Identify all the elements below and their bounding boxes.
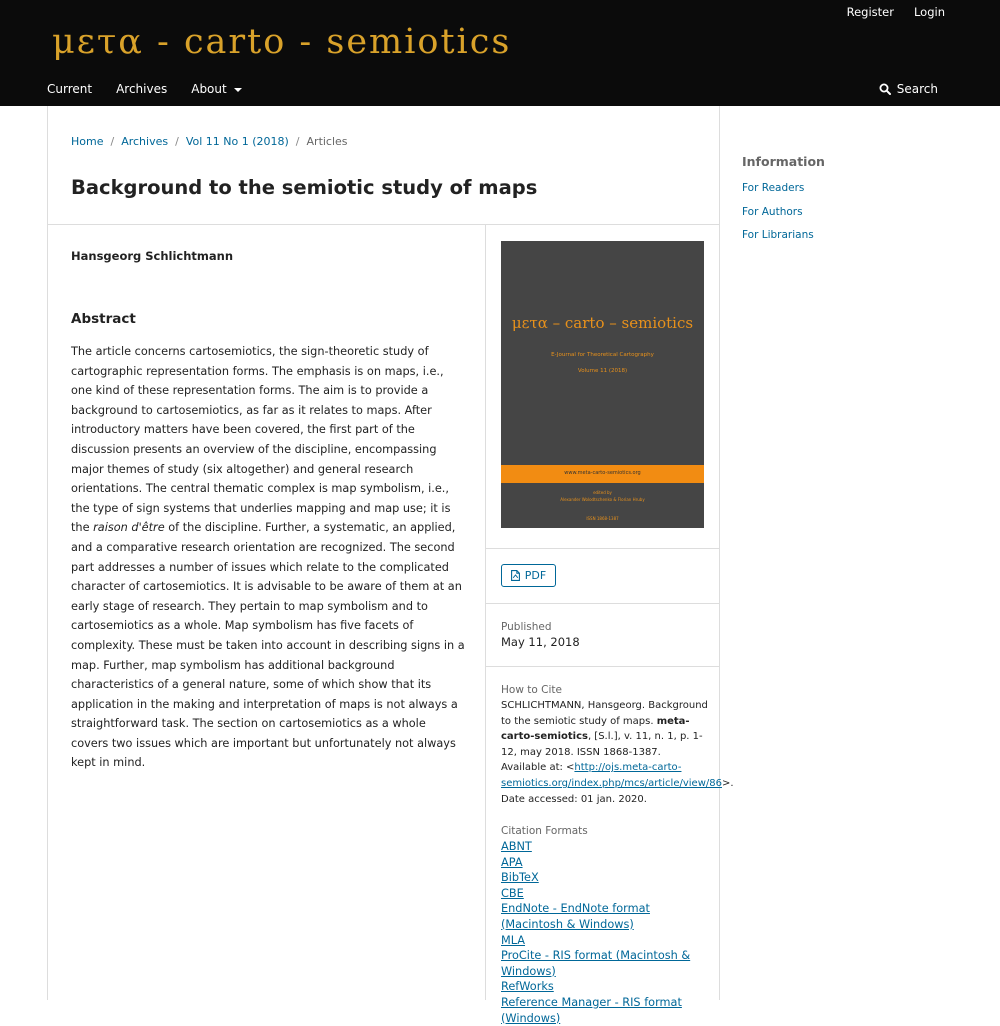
main-nav: [47, 82, 242, 96]
citation-format-link[interactable]: ABNT: [501, 840, 532, 853]
nav-about[interactable]: [191, 82, 241, 96]
published-date: May 11, 2018: [501, 635, 580, 649]
breadcrumb-home[interactable]: Home: [71, 135, 104, 148]
search-button[interactable]: [879, 82, 938, 96]
breadcrumb-separator: /: [295, 135, 300, 148]
sidebar-link-librarians[interactable]: For Librarians: [742, 229, 814, 241]
divider: [48, 224, 719, 225]
cover-issn: ISSN 1868-1387: [586, 516, 619, 521]
cover-subtitle: E-Journal for Theoretical Cartography: [551, 352, 654, 358]
list-item: [501, 886, 711, 902]
caret-down-icon: [234, 88, 242, 92]
nav-current[interactable]: [47, 82, 92, 96]
nav-current-label: Current: [47, 82, 93, 96]
cover-editors: Alexander Wolodtschenko & Florian Hruby: [560, 497, 645, 502]
citation-format-link[interactable]: MLA: [501, 933, 526, 947]
abstract-part-2: of the discipline. Further, a systematic, an applied, and a comparative research orientation are recognized. The second part addresses a number of issues which relate to the complicated character of cartosemiotics. It is advisable to be aware of them at an early stage of research. They pertain to map symbolism and to cartosemiotics as a whole. Map symbolism has five facets of complexity. These must be taken into account in describing signs in a map. Further, map symbolism has additional background characteristics of a general nature, some of which show that its application in the making and interpretation of maps is not always a straightforward task. The section on cartosemiotics as a whole covers two issues which are important but unfortunately not always kept in mind.: [71, 521, 465, 770]
nav-archives-label: Archives: [116, 82, 168, 96]
cover-url: www.meta-carto-semiotics.org: [564, 470, 641, 476]
sidebar-link-readers[interactable]: For Readers: [742, 182, 805, 194]
register-link[interactable]: Register: [846, 5, 894, 19]
column-divider: [485, 225, 486, 1000]
citation-journal: meta-carto-semiotics: [501, 715, 690, 743]
sidebar-link-authors[interactable]: For Authors: [742, 205, 803, 218]
breadcrumb-archives[interactable]: Archives: [121, 135, 169, 148]
page-title: Background to the semiotic study of maps: [71, 176, 538, 199]
cover-edited-by: edited by: [593, 490, 612, 495]
login-link[interactable]: Login: [913, 5, 945, 19]
list-item: [742, 206, 814, 230]
breadcrumb-current: Articles: [306, 135, 348, 148]
cover-title: μετα – carto – semiotics: [511, 314, 694, 332]
breadcrumb-issue[interactable]: Vol 11 No 1 (2018): [185, 135, 289, 148]
nav-about-label: About: [191, 82, 227, 96]
citation-format-link[interactable]: EndNote - EndNote format (Macintosh & Windows): [501, 902, 650, 931]
citation-link[interactable]: http://ojs.meta-carto-semiotics.org/index.php/mcs/article/view/86: [501, 762, 722, 789]
citation-format-link[interactable]: APA: [501, 855, 523, 869]
abstract-heading: Abstract: [71, 311, 136, 327]
list-item: [501, 995, 711, 1026]
citation-part-2: , [S.l.], v. 11, n. 1, p. 1-12, may 2018. ISSN 1868-1387. Available at: <: [501, 731, 703, 774]
list-item: [501, 933, 711, 949]
divider: [486, 603, 720, 604]
pdf-label: PDF: [524, 569, 547, 582]
breadcrumb-separator: /: [175, 135, 179, 148]
user-nav: [847, 5, 945, 19]
site-header: [0, 0, 1000, 106]
list-item: [501, 855, 711, 871]
list-item: [501, 979, 711, 995]
pdf-download-button[interactable]: [501, 564, 556, 587]
list-item: [742, 182, 814, 206]
cover-volume: Volume 11 (2018): [577, 368, 628, 374]
abstract-text: [71, 342, 466, 773]
published-label: Published: [501, 621, 552, 633]
abstract-italic: raison d'être: [93, 521, 165, 535]
search-label: Search: [896, 82, 938, 96]
list-item: [742, 229, 814, 253]
citation-text: [501, 698, 734, 807]
citation-part-3: >. Date accessed: 01 jan. 2020.: [501, 777, 734, 805]
breadcrumb: [71, 135, 348, 148]
citation-format-link[interactable]: ProCite - RIS format (Macintosh & Windows): [501, 949, 691, 978]
sidebar-links: [742, 182, 814, 253]
abstract-part-1: The article concerns cartosemiotics, the sign-theoretic study of cartographic representation forms. The emphasis is on maps, i.e., one kind of these representation forms. The aim is to provide a background to cartosemiotics, as far as it relates to maps. After introductory matters have been covered, the first part of the discussion presents an overview of the discipline, encompassing major themes of study (six altogether) and general research orientations. The central thematic complex is map symbolism, i.e., the type of sign systems that underlies mapping and map use; it is the: [71, 345, 451, 535]
file-pdf-icon: [511, 570, 520, 581]
citation-format-link[interactable]: CBE: [501, 886, 524, 900]
divider: [486, 548, 720, 549]
citation-format-link[interactable]: Reference Manager - RIS format (Windows): [501, 995, 682, 1025]
sidebar-heading: Information: [742, 154, 825, 169]
divider: [486, 666, 720, 667]
author-name: Hansgeorg Schlichtmann: [71, 249, 234, 263]
list-item: [501, 901, 711, 932]
citation-formats-label: Citation Formats: [501, 825, 588, 837]
list-item: [501, 839, 711, 855]
site-logo[interactable]: μετα - carto - semiotics: [52, 22, 512, 62]
list-item: [501, 948, 711, 979]
article-panel: [47, 106, 734, 1025]
issue-cover-image[interactable]: [501, 241, 704, 528]
list-item: [501, 870, 711, 886]
how-to-cite-label: How to Cite: [501, 684, 562, 696]
citation-format-link[interactable]: RefWorks: [501, 980, 554, 994]
citation-format-link[interactable]: BibTeX: [501, 871, 539, 885]
nav-archives[interactable]: [116, 82, 167, 96]
search-icon: [879, 83, 891, 95]
citation-part-1: SCHLICHTMANN, Hansgeorg. Background to the semiotic study of maps.: [501, 700, 708, 727]
breadcrumb-separator: /: [110, 135, 115, 148]
citation-formats-list: [501, 839, 711, 1026]
